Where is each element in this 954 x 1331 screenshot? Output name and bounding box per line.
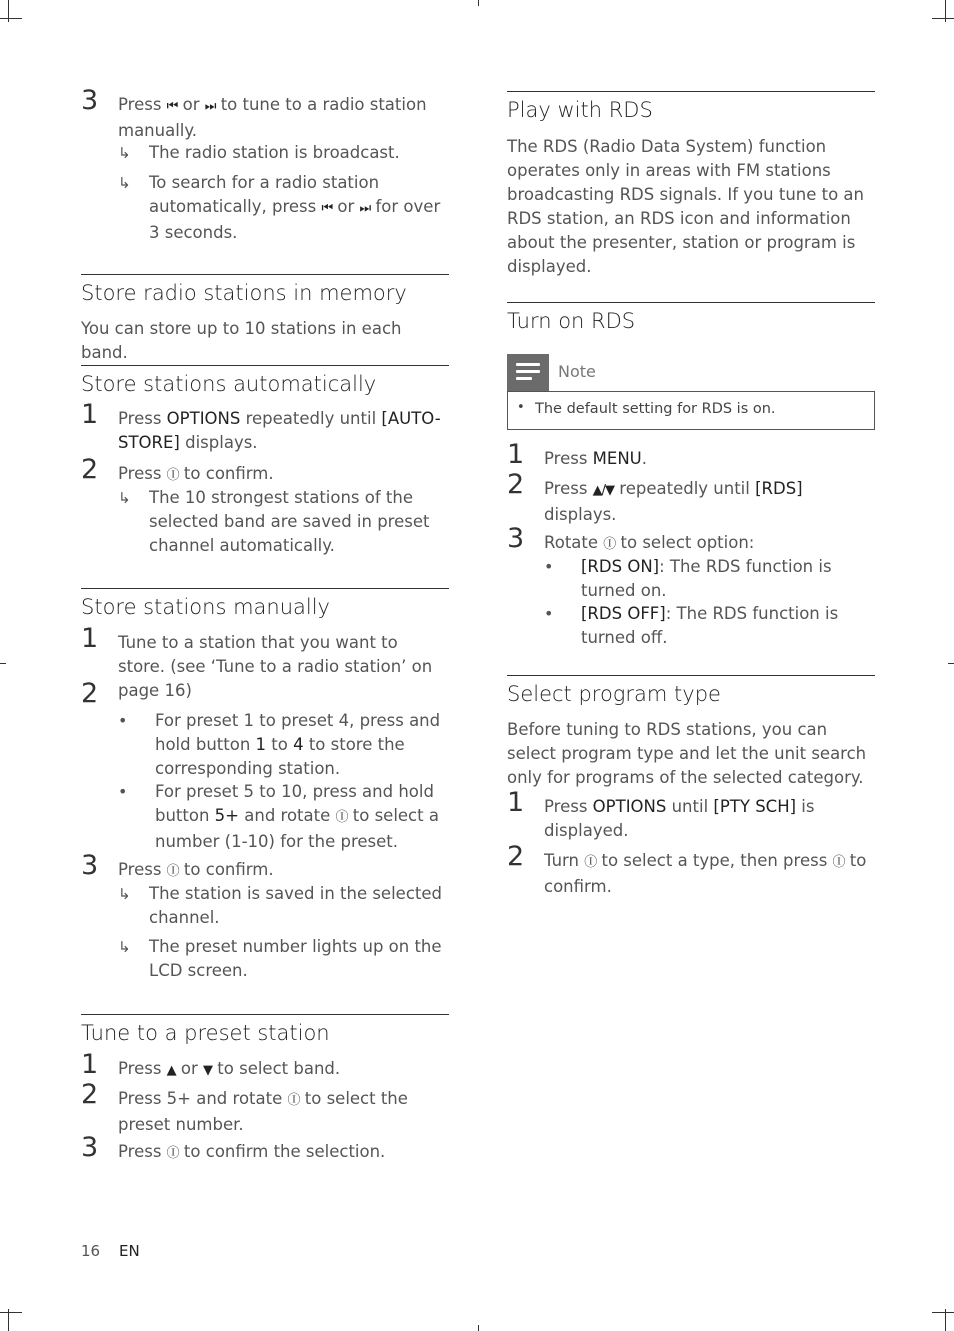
note-text: The default setting for RDS is on. (535, 401, 776, 417)
section-heading: Store stations manually (81, 588, 449, 618)
next-icon: ⏭ (359, 201, 371, 216)
dial-icon: Ⓘ (166, 1146, 179, 1161)
crop-mark (8, 1309, 9, 1331)
crop-mark (478, 1325, 479, 1331)
section-text: The RDS (Radio Data System) function operates only in areas with FM stations broadcasting RDS signals. If you tune to an RDS station, an RDS icon and information about the presenter, station or program is displayed. (507, 137, 865, 276)
result-arrow-icon: ↳ (118, 489, 131, 507)
dial-icon: Ⓘ (287, 1093, 300, 1108)
language-code: EN (119, 1242, 140, 1260)
dial-icon: Ⓘ (335, 810, 348, 825)
section-heading: Store radio stations in memory (81, 274, 449, 304)
dial-icon: Ⓘ (584, 855, 597, 870)
page-number: 16 (81, 1242, 101, 1260)
section-heading: Store stations automatically (81, 365, 449, 395)
crop-mark (0, 663, 6, 664)
up-arrow-icon: ▲ (166, 1063, 176, 1078)
crop-mark (0, 1312, 22, 1313)
dial-icon: Ⓘ (166, 864, 179, 879)
crop-mark (948, 663, 954, 664)
step-text: Press ⏮ or ⏭ to tune to a radio station manually. (118, 95, 427, 140)
note-label: Note (558, 362, 596, 381)
crop-mark (8, 0, 9, 22)
section-heading: Play with RDS (507, 91, 875, 121)
crop-mark (932, 1312, 954, 1313)
crop-mark (945, 0, 946, 22)
result-arrow-icon: ↳ (118, 885, 131, 903)
step-number: 3 (81, 85, 99, 116)
up-down-arrow-icon: ▲/▼ (592, 483, 615, 498)
section-heading: Tune to a preset station (81, 1014, 449, 1044)
dial-icon: Ⓘ (166, 468, 179, 483)
result-arrow-icon: ↳ (118, 144, 131, 162)
section-heading: Turn on RDS (507, 302, 875, 332)
crop-mark (478, 0, 479, 6)
crop-mark (945, 1309, 946, 1331)
previous-icon: ⏮ (321, 201, 333, 216)
note-icon (507, 354, 549, 391)
down-arrow-icon: ▼ (203, 1063, 213, 1078)
next-icon: ⏭ (204, 99, 216, 114)
result-arrow-icon: ↳ (118, 174, 131, 192)
previous-icon: ⏮ (166, 99, 178, 114)
section-heading: Select program type (507, 675, 875, 705)
note-header (507, 354, 875, 391)
section-text: Before tuning to RDS stations, you can select program type and let the unit search only for programs of the selected category. (507, 720, 867, 787)
result-arrow-icon: ↳ (118, 938, 131, 956)
dial-icon: Ⓘ (603, 537, 616, 552)
crop-mark (932, 18, 954, 19)
note-box: • The default setting for RDS is on. (507, 391, 875, 430)
crop-mark (0, 18, 22, 19)
section-text: You can store up to 10 stations in each band. (81, 319, 402, 362)
dial-icon: Ⓘ (832, 855, 845, 870)
